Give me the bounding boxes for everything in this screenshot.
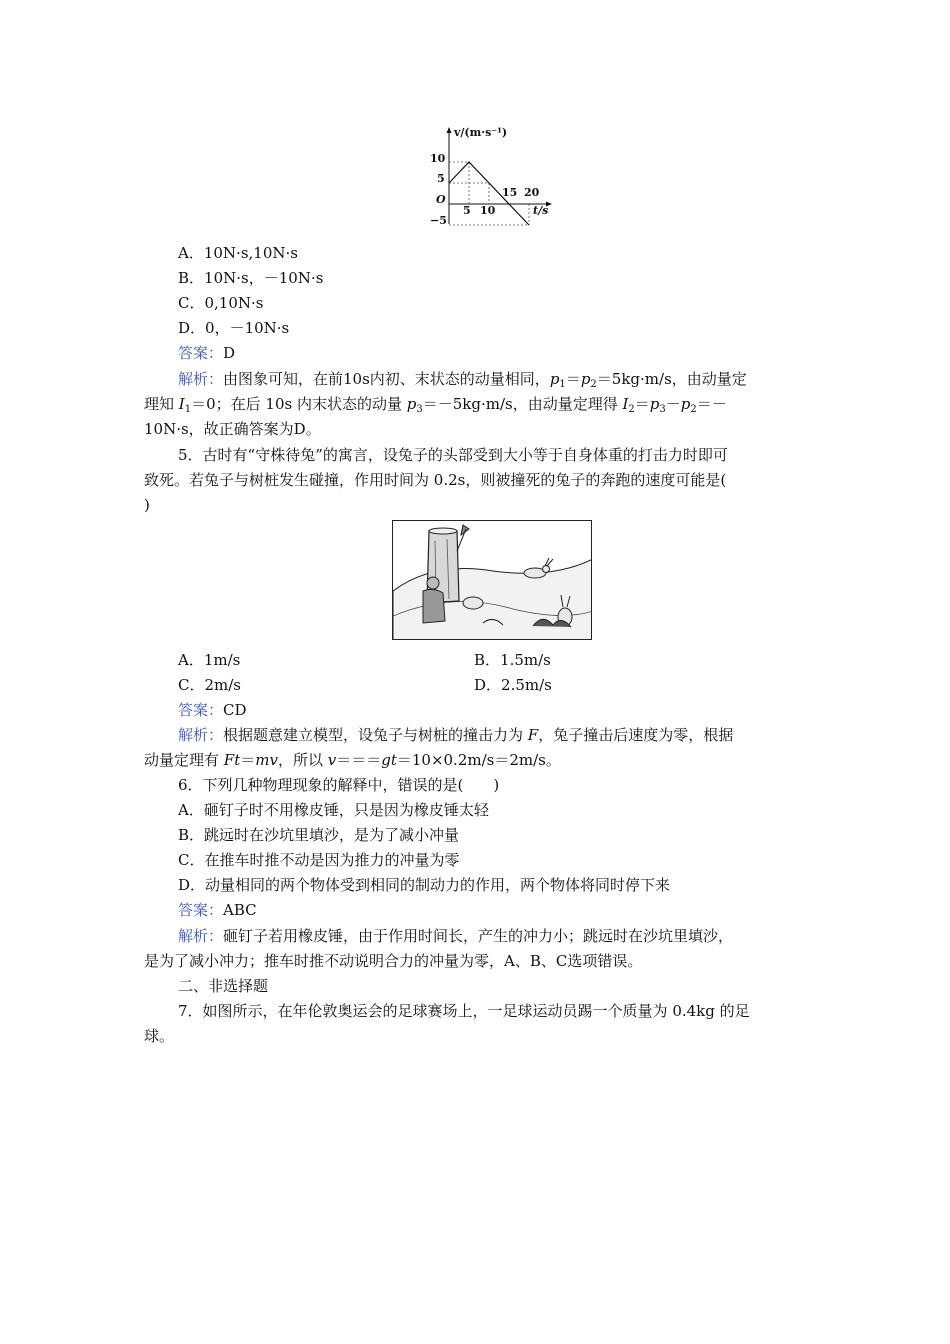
q6-option-d: D．动量相同的两个物体受到相同的制动力的作用，两个物体将同时停下来	[178, 876, 671, 894]
q5-answer: 答案：CD	[178, 701, 247, 719]
q4-analysis-line3: 10N·s，故正确答案为D。	[144, 420, 321, 438]
q5-option-b: B．1.5m/s	[474, 651, 551, 669]
q6-analysis-line2: 是为了减小冲力；推车时推不动说明合力的冲量为零，A、B、C选项错误。	[144, 952, 643, 970]
q4-analysis-line2: 理知 $I_1=0$；在后 10s 内末状态的动量 $p_3=-5kg\cdot m/s$，由动量定理得 $I_2=p_3-p_2=-$	[144, 395, 727, 415]
y-tick-neg5: −5	[430, 214, 447, 227]
x-tick-10: 10	[480, 204, 496, 217]
x-tick-15: 15	[502, 186, 518, 199]
velocity-time-graph	[428, 124, 556, 230]
q6-analysis-line1: 解析：砸钉子若用橡皮锤，由于作用时间长，产生的冲力小；跳远时在沙坑里填沙，	[178, 927, 734, 945]
q5-stem-line3: )	[144, 496, 150, 514]
q6-option-c: C．在推车时推不动是因为推力的冲量为零	[178, 851, 460, 869]
x-tick-5: 5	[463, 204, 471, 217]
q4-option-a: A．10N·s,10N·s	[178, 244, 298, 262]
q4-answer: 答案：D	[178, 344, 236, 362]
q7-stem-line1: 7．如图所示，在年伦敦奥运会的足球赛场上，一足球运动员踢一个质量为 0.4kg 的足	[178, 1002, 750, 1020]
origin-label: O	[436, 193, 446, 206]
y-axis-label: v/(m·s⁻¹)	[454, 126, 508, 139]
q5-stem-line1: 5．古时有“守株待兔”的寓言，设兔子的头部受到大小等于自身体重的打击力时即可	[178, 446, 728, 464]
rabbit-stump-illustration	[392, 520, 592, 640]
x-tick-20: 20	[524, 186, 540, 199]
q5-option-c: C．2m/s	[178, 676, 242, 694]
q5-analysis-line2: 动量定理有 Ft＝mv，所以 v＝＝＝gt＝10×0.2m/s＝2m/s。	[144, 751, 561, 769]
q7-stem-line2: 球。	[144, 1027, 175, 1045]
y-tick-10: 10	[430, 152, 446, 165]
q4-option-d: D．0，－10N·s	[178, 319, 290, 337]
y-tick-5: 5	[437, 172, 445, 185]
q4-analysis-line1: 解析：由图象可知，在前10s内初、末状态的动量相同，$p_1=p_2=5kg\cdot m/s$，由动量定	[178, 370, 747, 390]
section-heading: 二、非选择题	[178, 977, 269, 995]
q5-option-a: A．1m/s	[178, 651, 241, 669]
q6-option-b: B．跳远时在沙坑里填沙，是为了减小冲量	[178, 826, 460, 844]
y-axis-arrow	[447, 127, 452, 133]
q5-analysis-line1: 解析：根据题意建立模型，设兔子与树桩的撞击力为 F，兔子撞击后速度为零，根据	[178, 726, 734, 744]
q6-option-a: A．砸钉子时不用橡皮锤，只是因为橡皮锤太轻	[178, 801, 489, 819]
q4-option-b: B．10N·s，－10N·s	[178, 269, 324, 287]
q5-stem-line2: 致死。若兔子与树桩发生碰撞，作用时间为 0.2s，则被撞死的兔子的奔跑的速度可能是(	[144, 471, 727, 489]
q6-stem: 6．下列几种物理现象的解释中，错误的是( )	[178, 776, 500, 794]
q6-answer: 答案：ABC	[178, 901, 257, 919]
x-axis-label: t/s	[533, 204, 549, 217]
q4-option-c: C．0,10N·s	[178, 294, 264, 312]
q5-option-d: D．2.5m/s	[474, 676, 552, 694]
